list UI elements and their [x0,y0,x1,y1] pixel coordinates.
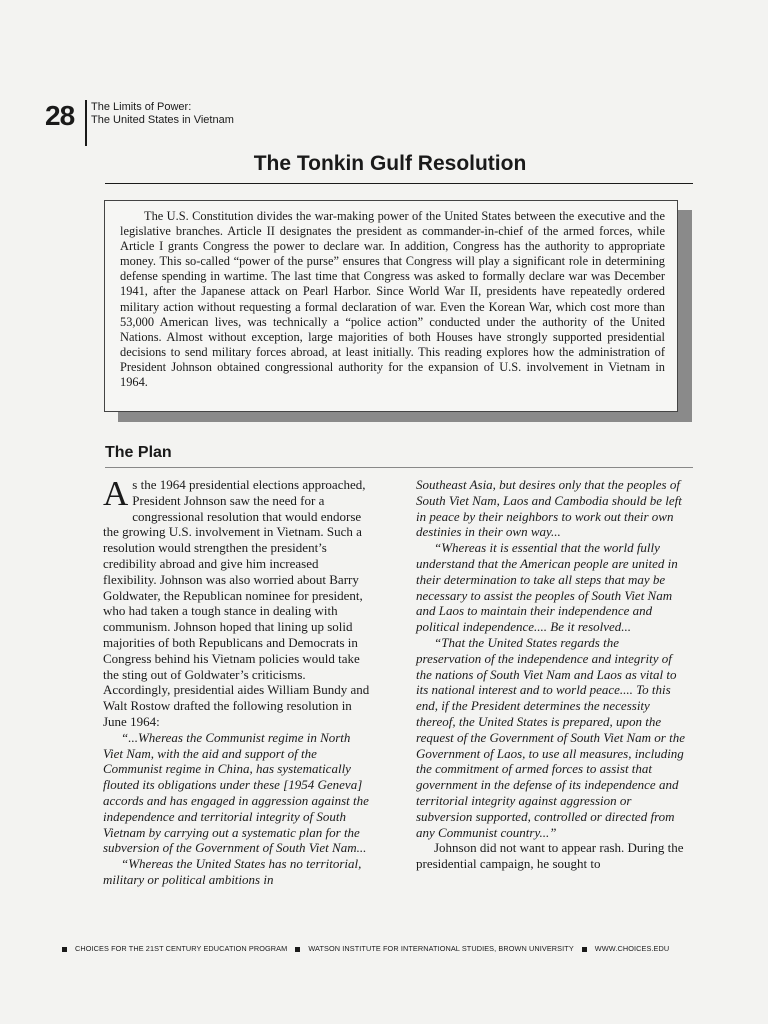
intro-box [104,200,678,412]
page-number: 28 [45,100,75,131]
resolution-quote-2: “Whereas the United States has no territorial, military or political ambitions in [103,856,362,887]
opening-paragraph-text: s the 1964 presidential elections approached, President Johnson saw the need for a congressional resolution that would endorse the growing U.S. involvement in Vietnam. Such a resolution would strengthen the president’s credibility abroad and give him increased flexibility. Johnson was also worried about Barry Goldwater, the Republican nominee for president, who had taken a tough stance in dealing with communism. Johnson hoped that lining up solid majorities of both Republicans and Democrats in Congress behind his Vietnam policies would take the sting out of Goldwater’s criticisms. Accordingly, presidential aides William Bundy and Walt Rostow drafted the following resolution in June 1964: [103,477,370,729]
footer-url: WWW.CHOICES.EDU [594,944,670,953]
page-footer [62,944,702,953]
opening-paragraph [103,474,373,730]
right-column [416,477,686,872]
section-divider [105,467,693,468]
footer-institute: WATSON INSTITUTE FOR INTERNATIONAL STUDIES, BROWN UNIVERSITY [308,944,574,953]
section-heading: The Plan [105,444,172,461]
series-subtitle: The United States in Vietnam [91,114,234,126]
series-title-block [91,101,234,127]
intro-text: The U.S. Constitution divides the war-making power of the United States between the executive and the legislative branches. Article II designates the president as commander-in-chief of the armed forces, while Article I grants Congress the power to declare war. In addition, Congress has the authority to appropriate money. This so-called “power of the purse” ensures that Congress will play a significant role in determining defense spending in wartime. The last time that Congress was asked to formally declare war was December 1941, after the Japanese attack on Pearl Harbor. Since World War II, presidents have repeatedly ordered military action without requesting a formal declaration of war. Even the Korean War, which cost more than 53,000 American lives, was technically a “police action” conducted under the authority of the United Nations. Almost without exception, large majorities of both Houses have strongly supported presidential decisions to send military forces abroad, at least initially. This reading explores how the administration of President Johnson obtained congressional authority for the expansion of U.S. involvement in Vietnam in 1964. [120,209,665,390]
resolution-quote-1: “...Whereas the Communist regime in North Viet Nam, with the aid and support of the Communist regime in China, has systematically flouted its obligations under these [1954 Geneva] accords and has engaged in aggression against the independence and territorial integrity of South Vietnam by carrying out a systematic plan for the subversion of the Government of South Viet Nam... [103,729,369,856]
drop-cap: A [103,474,129,513]
bullet-square-icon [582,947,587,952]
left-column [103,474,373,888]
header-divider [85,100,87,146]
closing-paragraph: Johnson did not want to appear rash. During the presidential campaign, he sought to [416,840,684,872]
resolution-quote-2-continued: Southeast Asia, but desires only that the peoples of South Viet Nam, Laos and Cambodia should be left in peace by their neighbors to work out their own destinies in their own way... [416,477,682,540]
resolution-quote-3: “Whereas it is essential that the world fully understand that the American people are united in their determination to take all steps that may be necessary to assist the peoples of South Viet Nam and Laos to maintain their independence and political independence.... Be it resolved... [416,540,678,635]
resolution-quote-4: “That the United States regards the preservation of the independence and integrity of the nations of South Viet Nam and Laos as vital to its national interest and to world peace.... To this end, if the President determines the necessity thereof, the United States is prepared, upon the request of the Government of South Viet Nam or the Government of Laos, to use all measures, including the commitment of armed forces to assist that government in the defense of its independence and territorial integrity against aggression or subversion supported, controlled or directed from any Communist country...” [416,634,685,840]
bullet-square-icon [62,947,67,952]
series-title: The Limits of Power: [91,101,192,113]
footer-program: CHOICES FOR THE 21ST CENTURY EDUCATION PROGRAM [75,944,288,953]
title-divider [105,183,693,184]
bullet-square-icon [295,947,300,952]
page-title: The Tonkin Gulf Resolution [253,152,527,175]
